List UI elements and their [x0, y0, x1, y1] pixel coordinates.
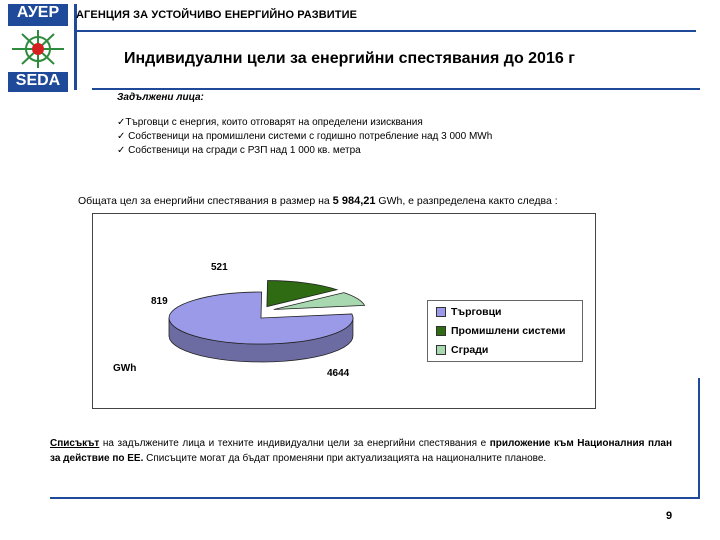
legend-item-buildings [436, 343, 488, 357]
intro-text-before: Общата цел за енергийни спестявания в размер на [78, 195, 330, 207]
data-label-buildings: 521 [211, 262, 228, 273]
intro-sentence [78, 195, 558, 207]
criteria-item-industrial: ✓ Собственици на промишлени системи с годишно потребление над 3 000 MWh [117, 131, 493, 142]
header-rule [76, 30, 696, 32]
obligated-parties-heading: Задължени лица: [117, 92, 204, 103]
legend-label-buildings: Сгради [451, 344, 489, 356]
intro-text-after: GWh, е разпределена както следва : [378, 195, 558, 207]
pie-chart-plot [93, 214, 423, 408]
criteria-item-traders: ✓Търговци с енергия, които отговарят на определени изисквания [117, 117, 423, 128]
legend-item-industrial [436, 324, 566, 338]
legend-item-traders [436, 305, 502, 319]
note-annex-reference: приложение към Националния план за действие по ЕЕ. [50, 438, 673, 464]
obligations-note [50, 436, 672, 466]
slide-title: Индивидуални цели за енергийни спестявания до 2016 г [124, 50, 575, 67]
criteria-item-buildings: ✓ Собственици на сгради с РЗП над 1 000 кв. метра [117, 145, 361, 156]
footer-frame-right [698, 378, 700, 498]
criteria-list [117, 116, 492, 158]
footer-frame-bottom [50, 497, 700, 499]
total-savings-value: 5 984,21 [332, 195, 376, 207]
note-text-2: Списъците могат да бъдат променяни при актуализацията на националните планове. [146, 453, 547, 464]
logo-emblem-icon [8, 28, 68, 70]
legend-label-traders: Търговци [451, 306, 502, 318]
legend-swatch-buildings [436, 345, 446, 355]
page-number: 9 [666, 510, 673, 522]
savings-pie-chart [92, 213, 596, 409]
logo-text-bottom: SEDA [8, 72, 68, 92]
title-rule [92, 88, 700, 90]
data-label-traders: 4644 [327, 368, 350, 379]
legend-swatch-traders [436, 307, 446, 317]
logo-text-top: АУЕР [8, 4, 68, 26]
organization-name: АГЕНЦИЯ ЗА УСТОЙЧИВО ЕНЕРГИЙНО РАЗВИТИЕ [76, 9, 358, 21]
note-text-1: на задължените лица и техните индивидуални цели за енергийни спестявания е [102, 438, 487, 449]
legend-swatch-industrial [436, 326, 446, 336]
note-list-word: Списъкът [50, 438, 100, 449]
legend-label-industrial: Промишлени системи [451, 325, 566, 337]
unit-label: GWh [113, 363, 137, 374]
data-label-industrial: 819 [151, 296, 168, 307]
chart-legend [427, 300, 583, 362]
seda-logo [8, 4, 68, 92]
